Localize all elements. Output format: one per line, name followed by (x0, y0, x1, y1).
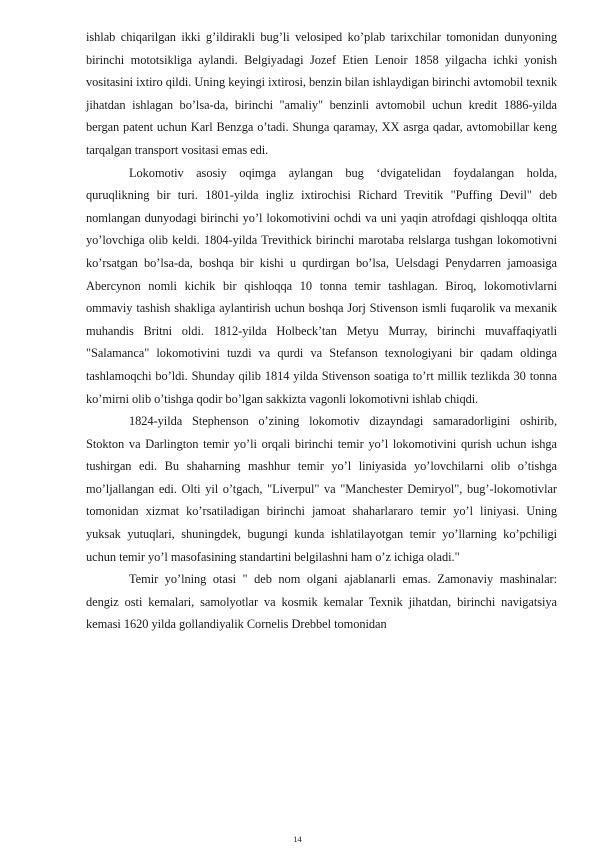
paragraph-4: Temir yo’lning otasi " deb nom olgani ajablanarli emas. Zamonaviy mashinalar: dengiz osti kemalari, samolyotlar va kosmik kemalar Texnik jihatdan, birinchi navigatsiya kemasi 1620 yilda gollandiyalik Cornelis Drebbel tomonidan (86, 572, 557, 632)
document-body (86, 26, 557, 636)
paragraph-1: ishlab chiqarilgan ikki g’ildirakli bug’li velosiped ko’plab tarixchilar tomonidan dunyoning birinchi mototsikliga aylandi. Belgiyadagi Jozef Etien Lenoir 1858 yilgacha ichki yonish vositasini ixtiro qildi. Uning keyingi ixtirosi, benzin bilan ishlaydigan birinchi avtomobil texnik jihatdan ishlagan bo’lsa-da, birinchi "amaliy" benzinli avtomobil uchun kredit 1886-yilda bergan patent uchun Karl Benzga o’tadi. Shunga qaramay, XX asrga qadar, avtomobillar keng tarqalgan transport vositasi emas edi. (86, 30, 557, 157)
paragraph-3: 1824-yilda Stephenson o’zining lokomotiv dizayndagi samaradorligini oshirib, Stokton va Darlington temir yo’li orqali birinchi temir yo’l lokomotivini qurish uchun ishga tushirgan edi. Bu shaharning mashhur temir yo’l liniyasida yo’lovchilarni olib o’tishga mo’ljallangan edi. Olti yil o’tgach, "Liverpul" va "Manchester Demiryol", bug’-lokomotivlar tomonidan xizmat ko’rsatiladigan birinchi jamoat shaharlararo temir yo’l liniyasi. Uning yuksak yutuqlari, shuningdek, bugungi kunda ishlatilayotgan temir yo’llarning ko’pchiligi uchun temir yo’l masofasining standartini belgilashni ham o’z ichiga oladi." (86, 414, 557, 564)
paragraph-2: Lokomotiv asosiy oqimga aylangan bug ‘dvigatelidan foydalangan holda, quruqlikning bir turi. 1801-yilda ingliz ixtirochisi Richard Trevitik "Puffing Devil" deb nomlangan dunyodagi birinchi yo’l lokomotivini ochdi va uni yaqin atrofdagi qishloqqa oltita yo’lovchiga olib keldi. 1804-yilda Trevithick birinchi marotaba relslarga tushgan lokomotivni ko’rsatgan bo’lsa-da, boshqa bir kishi u qurdirgan bo’lsa, Uelsdagi Penydarren jamoasiga Abercynon nomli kichik bir qishloqqa 10 tonna temir tashlagan. Biroq, lokomotivlarni ommaviy tashish shakliga aylantirish uchun boshqa Jorj Stivenson ismli fuqarolik va mexanik muhandis Britni oldi. 1812-yilda Holbeck’tan Metyu Murray, birinchi muvaffaqiyatli "Salamanca" lokomotivini tuzdi va qurdi va Stefanson texnologiyani bir qadam oldinga tashlamoqchi bo’ldi. Shunday qilib 1814 yilda Stivenson soatiga to’rt millik tezlikda 30 tonna ko’mirni olib o’tishga qodir bo’lgan sakkizta vagonli lokomotivni ishlab chiqdi. (86, 165, 557, 406)
page-number: 14 (293, 834, 302, 844)
